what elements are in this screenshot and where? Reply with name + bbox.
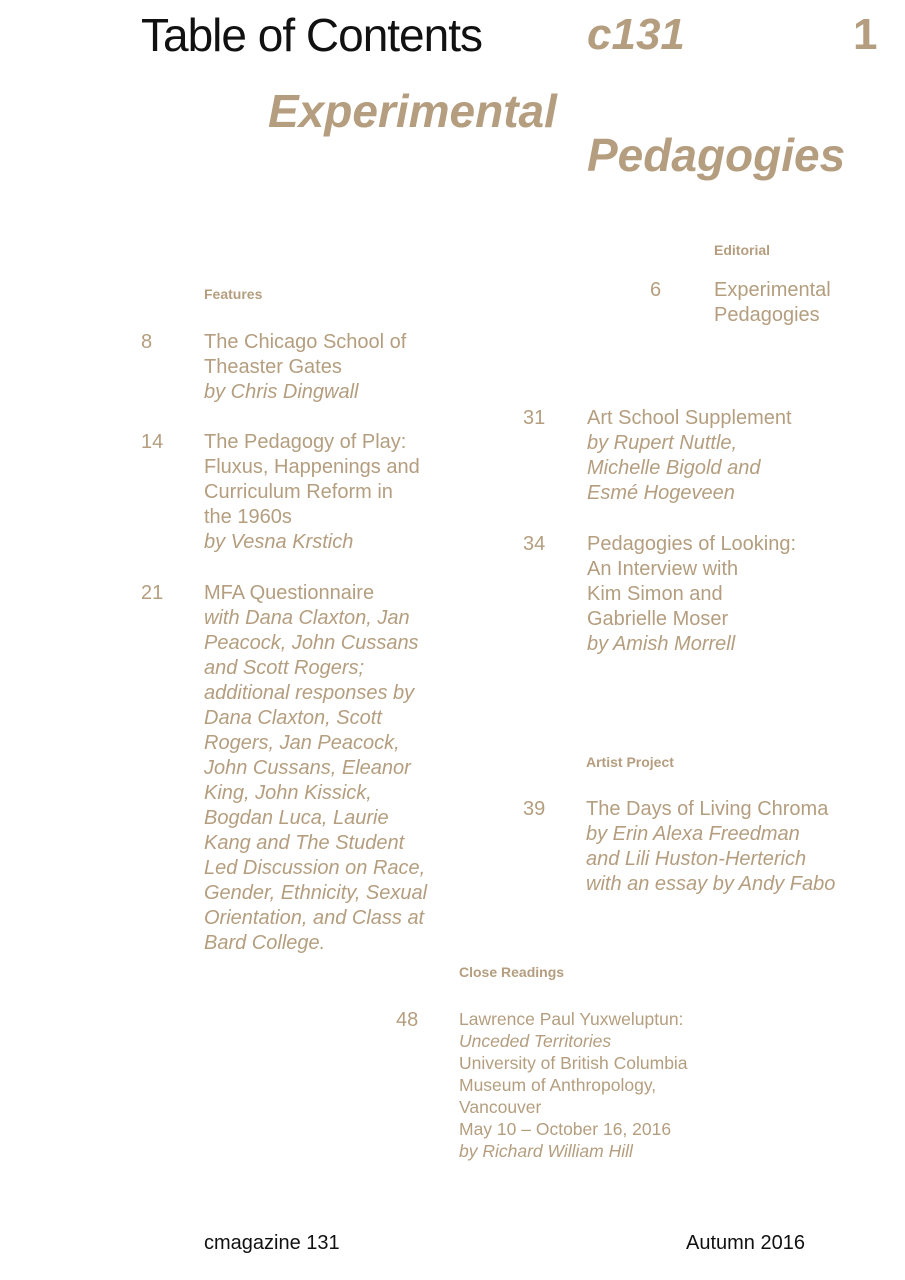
entry-page-number: 8 [141, 331, 153, 353]
entry-title: Experimental [714, 279, 831, 301]
entry-title: Curriculum Reform in [204, 481, 393, 503]
entry-byline: Bard College. [204, 932, 326, 954]
entry-venue: Vancouver [459, 1097, 542, 1117]
entry-venue: University of British Columbia [459, 1053, 688, 1073]
entry-byline: by Erin Alexa Freedman [586, 823, 800, 845]
toc-entry-pedagogy-of-play[interactable] [204, 430, 420, 555]
footer-issue-date: Autumn 2016 [686, 1232, 805, 1254]
entry-subtitle: Unceded Territories [459, 1031, 612, 1051]
entry-dates: May 10 – October 16, 2016 [459, 1119, 672, 1139]
entry-byline: Orientation, and Class at [204, 907, 425, 929]
footer-magazine-name: cmagazine 131 [204, 1232, 340, 1254]
entry-byline: with Dana Claxton, Jan [204, 607, 410, 629]
entry-title: An Interview with [587, 558, 739, 580]
page-title: Table of Contents [141, 9, 483, 61]
entry-byline: Bogdan Luca, Laurie [204, 807, 389, 829]
toc-entry-editorial[interactable] [714, 278, 831, 328]
section-heading-features: Features [204, 286, 263, 302]
entry-byline: John Cussans, Eleanor [204, 757, 411, 779]
entry-byline: Esmé Hogeveen [587, 482, 735, 504]
entry-page-number: 48 [396, 1009, 419, 1031]
toc-entry-living-chroma[interactable] [586, 797, 835, 897]
entry-byline: by Rupert Nuttle, [587, 432, 738, 454]
entry-title: The Days of Living Chroma [586, 798, 829, 820]
entry-title: Pedagogies of Looking: [587, 533, 797, 555]
entry-byline: Gender, Ethnicity, Sexual [204, 882, 428, 904]
entry-title: MFA Questionnaire [204, 582, 375, 604]
entry-byline: by Vesna Krstich [204, 531, 354, 553]
issue-theme-line-2: Pedagogies [587, 129, 846, 181]
page-number: 1 [853, 10, 878, 59]
entry-venue: Museum of Anthropology, [459, 1075, 657, 1095]
section-heading-editorial: Editorial [714, 242, 771, 258]
toc-entry-pedagogies-of-looking[interactable] [587, 532, 796, 657]
entry-title: Lawrence Paul Yuxweluptun: [459, 1009, 684, 1029]
entry-byline: Led Discussion on Race, [204, 857, 426, 879]
entry-title: The Pedagogy of Play: [204, 431, 407, 453]
entry-page-number: 39 [523, 798, 546, 820]
entry-byline: Michelle Bigold and [587, 457, 761, 479]
section-heading-artist-project: Artist Project [586, 754, 674, 770]
entry-page-number: 31 [523, 407, 546, 429]
entry-title: Fluxus, Happenings and [204, 456, 420, 478]
entry-byline: Peacock, John Cussans [204, 632, 419, 654]
entry-page-number: 6 [650, 279, 662, 301]
entry-page-number: 21 [141, 582, 164, 604]
issue-number: c131 [587, 10, 685, 59]
entry-byline: and Scott Rogers; [204, 657, 365, 679]
entry-title: Theaster Gates [204, 356, 342, 378]
entry-byline: by Chris Dingwall [204, 381, 359, 403]
entry-byline: and Lili Huston-Herterich [586, 848, 807, 870]
entry-byline: by Amish Morrell [587, 633, 736, 655]
entry-title: Art School Supplement [587, 407, 792, 429]
entry-byline: Rogers, Jan Peacock, [204, 732, 400, 754]
entry-byline: additional responses by [204, 682, 415, 704]
toc-entry-chicago-school[interactable] [204, 330, 406, 405]
entry-title: Pedagogies [714, 304, 820, 326]
entry-byline: Kang and The Student [204, 832, 405, 854]
toc-entry-art-school-supplement[interactable] [587, 406, 792, 506]
entry-byline: by Richard William Hill [459, 1141, 633, 1161]
entry-title: the 1960s [204, 506, 292, 528]
toc-entry-yuxweluptun[interactable] [459, 1008, 688, 1162]
entry-page-number: 14 [141, 431, 164, 453]
entry-title: Kim Simon and [587, 583, 723, 605]
toc-entry-mfa-questionnaire[interactable] [204, 581, 454, 956]
entry-title: Gabrielle Moser [587, 608, 729, 630]
issue-theme-line-1: Experimental [268, 85, 557, 137]
entry-title: The Chicago School of [204, 331, 407, 353]
section-heading-close-readings: Close Readings [459, 964, 565, 980]
entry-byline: with an essay by Andy Fabo [586, 873, 836, 895]
entry-byline: Dana Claxton, Scott [204, 707, 382, 729]
entry-page-number: 34 [523, 533, 546, 555]
entry-byline: King, John Kissick, [204, 782, 372, 804]
